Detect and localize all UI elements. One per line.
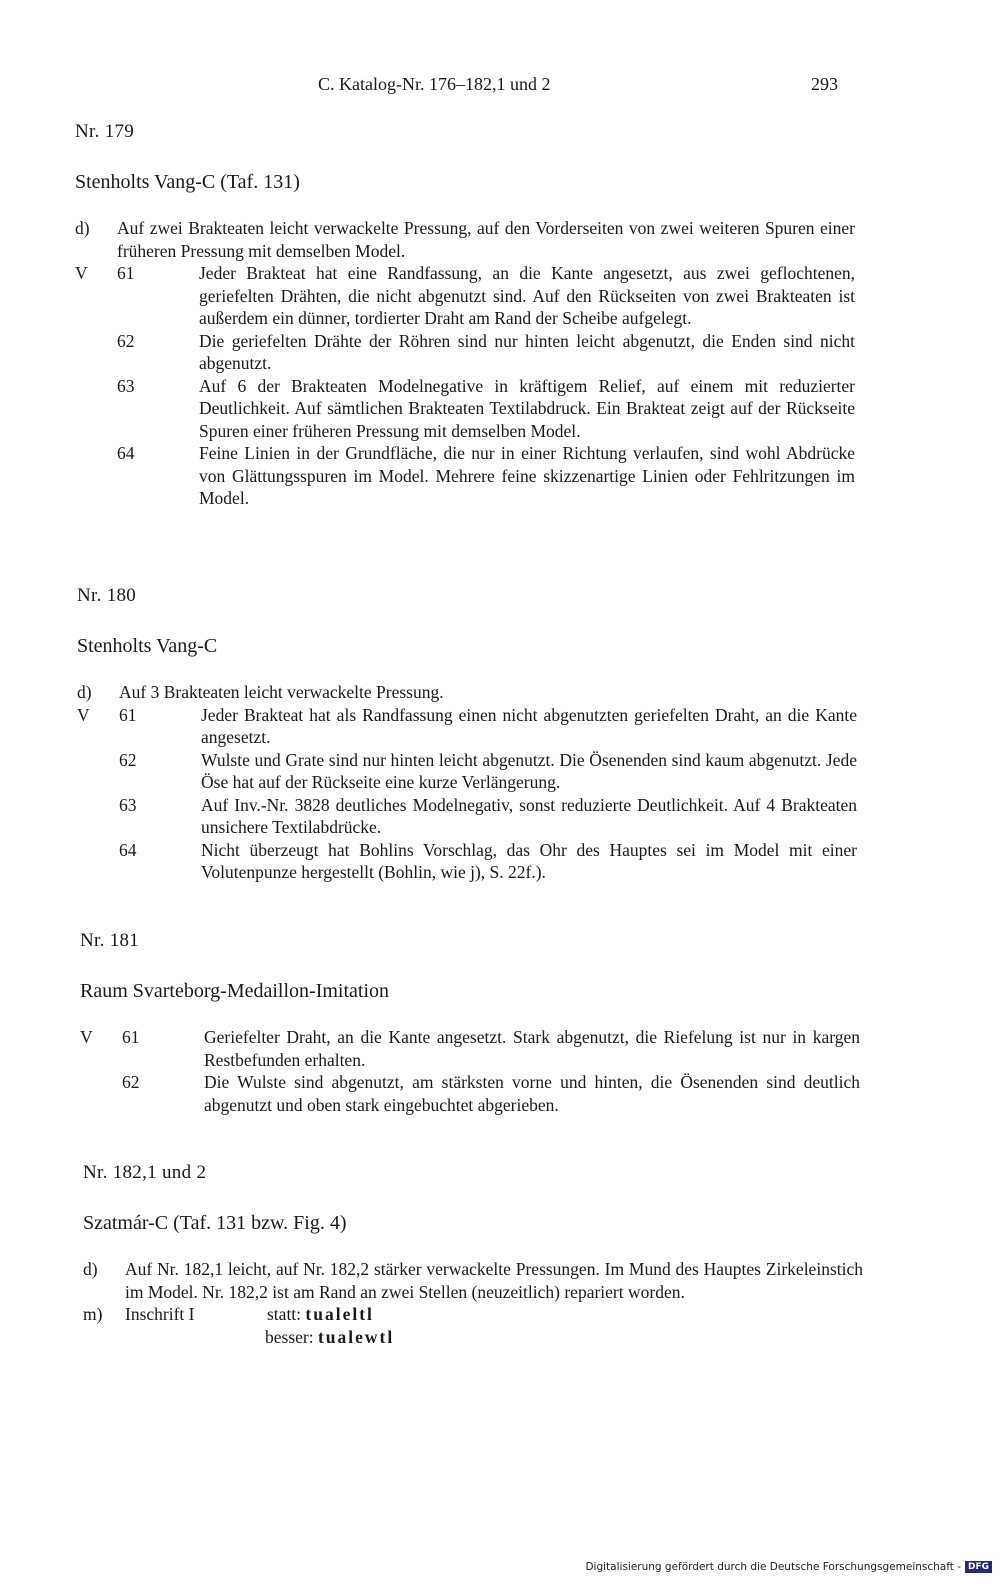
entry-number: Nr. 182,1 und 2 (83, 1162, 207, 1183)
field-label-v: V (77, 704, 90, 725)
item-text: Die geriefelten Drähte der Röhren sind nur hinten leicht abgenutzt, die Enden sind nicht abgenutzt. (199, 330, 855, 373)
item-number: 61 (119, 704, 137, 725)
item-text: Auf Inv.-Nr. 3828 deutliches Modelnegativ, sonst reduzierte Deutlichkeit. Auf 4 Brakteaten unsichere Textilabdrücke. (201, 794, 857, 837)
entry-body (80, 1026, 860, 1116)
field-d (77, 681, 857, 704)
entry-number: Nr. 181 (80, 930, 140, 951)
field-label-v: V (80, 1027, 93, 1047)
statt-label: statt: (267, 1304, 302, 1324)
entry-name: Szatmár-C (Taf. 131 bzw. Fig. 4) (83, 1211, 347, 1234)
digitization-footer (585, 1561, 992, 1573)
item-number: 62 (122, 1072, 140, 1092)
item-number: 63 (117, 375, 135, 396)
entry-name: Stenholts Vang-C (Taf. 131) (75, 170, 300, 193)
footer-text: Digitalisierung gefördert durch die Deutsche Forschungsgemeinschaft - (585, 1561, 961, 1573)
entry-number: Nr. 180 (77, 585, 137, 606)
catalog-entry-180 (77, 585, 857, 884)
field-v-item (77, 839, 857, 884)
item-number: 63 (119, 794, 137, 815)
entry-body (83, 1258, 863, 1348)
field-v-item (80, 1026, 860, 1071)
field-label-d: d) (83, 1259, 98, 1279)
field-text-d: Auf Nr. 182,1 leicht, auf Nr. 182,2 stärker verwackelte Pressungen. Im Mund des Hauptes Zirkeleinstich im Model. Nr. 182,2 ist am Rand an zwei Stellen (neuzeitlich) repariert worden. (125, 1259, 863, 1302)
item-text: Auf 6 der Brakteaten Modelnegative in kräftigem Relief, auf einem mit reduzierter Deutlichkeit. Auf sämtlichen Brakteaten Textilabdruck. Ein Brakteat zeigt auf der Rückseite Spuren einer früheren Pressung mit demselben Model. (199, 375, 855, 441)
item-number: 61 (122, 1027, 140, 1047)
entry-name: Raum Svarteborg-Medaillon-Imitation (80, 979, 390, 1002)
field-text-d: Auf zwei Brakteaten leicht verwackelte Pressung, auf den Vorderseiten von zwei weiteren Spuren einer früheren Pressung mit demselben Model. (117, 218, 855, 261)
item-number: 64 (117, 443, 135, 463)
catalog-entry-181 (80, 930, 860, 1116)
item-number: 62 (117, 330, 135, 351)
field-d (75, 217, 855, 262)
field-v-item (77, 749, 857, 794)
item-text: Jeder Brakteat hat als Randfassung einen nicht abgenutzten geriefelten Draht, an die Kante angesetzt. (201, 704, 857, 747)
entry-number: Nr. 179 (75, 121, 135, 142)
field-v-item (75, 262, 855, 330)
field-v-item (80, 1071, 860, 1116)
field-v-item (77, 704, 857, 749)
besser-label: besser: (265, 1326, 314, 1347)
field-m-line2 (83, 1326, 863, 1349)
field-text-d: Auf 3 Brakteaten leicht verwackelte Pressung. (119, 682, 444, 702)
item-text: Nicht überzeugt hat Bohlins Vorschlag, das Ohr des Hauptes sei im Model mit einer Volutenpunze hergestellt (Bohlin, wie j), S. 22f.). (201, 839, 857, 882)
field-label-m: m) (83, 1304, 103, 1324)
item-text: Feine Linien in der Grundfläche, die nur in einer Richtung verlaufen, sind wohl Abdrücke von Glättungsspuren im Model. Mehrere feine skizzenartige Linien oder Fehlritzungen im Model. (199, 443, 855, 508)
dfg-logo: DFG (965, 1561, 992, 1573)
catalog-entry-182 (83, 1162, 863, 1348)
running-title: C. Katalog-Nr. 176–182,1 und 2 (318, 74, 551, 94)
field-label-v: V (75, 263, 88, 283)
item-text: Jeder Brakteat hat eine Randfassung, an die Kante angesetzt, aus zwei geflochtenen, geriefelten Drähten, die nicht abgenutzt sind. Auf den Rückseiten von zwei Brakteaten ist außerdem ein dünner, tordierter Draht am Rand der Scheibe aufgelegt. (199, 263, 855, 328)
field-v-item (75, 330, 855, 375)
catalog-entry-179 (75, 121, 855, 510)
item-number: 61 (117, 263, 135, 283)
item-number: 62 (119, 749, 137, 770)
statt-reading: tualeltl (305, 1304, 374, 1324)
item-text: Wulste und Grate sind nur hinten leicht abgenutzt. Die Ösenenden sind kaum abgenutzt. Jede Öse hat auf der Rückseite eine kurze Verlängerung. (201, 749, 857, 792)
besser-reading: tualewtl (317, 1326, 395, 1347)
field-m (83, 1303, 863, 1326)
field-label-d: d) (77, 682, 92, 702)
entry-body (77, 681, 857, 884)
field-d (83, 1258, 863, 1303)
entry-name: Stenholts Vang-C (77, 634, 218, 657)
field-label-d: d) (75, 218, 90, 238)
inscription-label: Inschrift I (125, 1304, 195, 1324)
field-v-item (77, 794, 857, 839)
item-text: Die Wulste sind abgenutzt, am stärksten vorne und hinten, die Ösenenden sind deutlich abgenutzt und oben stark eingebuchtet abgerieben. (204, 1072, 860, 1115)
field-v-item (75, 442, 855, 510)
entry-body (75, 217, 855, 510)
field-v-item (75, 375, 855, 443)
page-number: 293 (811, 74, 838, 94)
item-number: 64 (119, 839, 137, 860)
item-text: Geriefelter Draht, an die Kante angesetzt. Stark abgenutzt, die Riefelung ist nur in kargen Restbefunden erhalten. (204, 1027, 860, 1070)
